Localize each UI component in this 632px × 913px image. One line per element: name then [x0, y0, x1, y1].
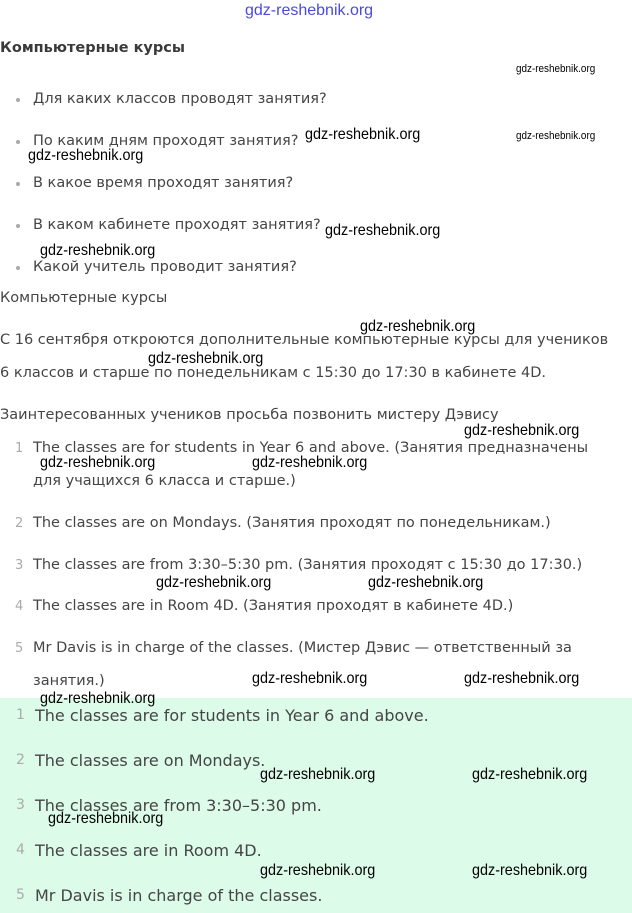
watermark: gdz-reshebnik.org [48, 810, 164, 827]
item-number: 2 [15, 516, 24, 531]
item-number: 1 [16, 707, 25, 723]
watermark: gdz-reshebnik.org [368, 574, 484, 591]
bullet-icon [16, 140, 20, 144]
list-item: The classes are on Mondays. (Занятия проходят по понедельникам.) [33, 515, 551, 531]
page-title: Компьютерные курсы [0, 40, 185, 56]
item-number: 5 [16, 887, 25, 903]
list-item: The classes are on Mondays. [35, 751, 266, 770]
notice-line: 6 классов и старше по понедельникам с 15:30 до 17:30 в кабинете 4D. [0, 365, 547, 381]
list-item: The classes are for students in Year 6 and above. (Занятия предназначены для учащихся 6 класса и старше.) [33, 440, 589, 489]
item-number: 3 [15, 558, 24, 573]
list-item: В какое время проходят занятия? [33, 175, 294, 191]
list-item: По каким дням проходят занятия? [33, 133, 299, 149]
list-item: The classes are from 3:30–5:30 pm. [35, 796, 322, 815]
notice-line: Заинтересованных учеников просьба позвонить мистеру Дэвису [0, 407, 499, 423]
watermark: gdz-reshebnik.org [516, 63, 596, 75]
item-number: 4 [15, 599, 24, 614]
watermark: gdz-reshebnik.org [464, 422, 580, 439]
item-number: 4 [16, 842, 25, 858]
watermark: gdz-reshebnik.org [325, 222, 441, 239]
watermark: gdz-reshebnik.org [40, 242, 156, 259]
watermark: gdz-reshebnik.org [28, 147, 144, 164]
watermark: gdz-reshebnik.org [260, 862, 376, 879]
watermark: gdz-reshebnik.org [260, 766, 376, 783]
list-item: The classes are from 3:30–5:30 pm. (Занятия проходят с 15:30 до 17:30.) [33, 557, 583, 573]
list-item: Для каких классов проводят занятия? [33, 91, 327, 107]
watermark: gdz-reshebnik.org [305, 126, 421, 143]
watermark: gdz-reshebnik.org [40, 690, 156, 707]
watermark: gdz-reshebnik.org [148, 350, 264, 367]
item-number: 1 [15, 441, 24, 456]
watermark: gdz-reshebnik.org [252, 670, 368, 687]
list-item: В каком кабинете проходят занятия? [33, 217, 321, 233]
watermark: gdz-reshebnik.org [464, 670, 580, 687]
list-item: The classes are in Room 4D. [35, 841, 262, 860]
watermark-top: gdz-reshebnik.org [245, 2, 374, 19]
item-number: 5 [15, 641, 24, 656]
list-item: The classes are in Room 4D. (Занятия проходят в кабинете 4D.) [33, 598, 514, 614]
watermark: gdz-reshebnik.org [40, 454, 156, 471]
list-item: Mr Davis is in charge of the classes. [35, 886, 323, 905]
list-item: The classes are for students in Year 6 and above. [35, 706, 429, 725]
watermark: gdz-reshebnik.org [252, 454, 368, 471]
bullet-icon [16, 182, 20, 186]
bullet-icon [16, 98, 20, 102]
watermark: gdz-reshebnik.org [472, 862, 588, 879]
watermark: gdz-reshebnik.org [360, 318, 476, 335]
watermark: gdz-reshebnik.org [516, 130, 596, 142]
list-item: Mr Davis is in charge of the classes. (Мистер Дэвис — ответственный за занятия.) [33, 640, 572, 689]
item-number: 3 [16, 797, 25, 813]
bullet-icon [16, 266, 20, 270]
notice-title: Компьютерные курсы [0, 290, 168, 306]
watermark: gdz-reshebnik.org [472, 766, 588, 783]
notice-line: С 16 сентября откроются дополнительные компьютерные курсы для учеников [0, 332, 609, 348]
bullet-icon [16, 224, 20, 228]
watermark: gdz-reshebnik.org [156, 574, 272, 591]
list-item: Какой учитель проводит занятия? [33, 259, 297, 275]
item-number: 2 [16, 752, 25, 768]
